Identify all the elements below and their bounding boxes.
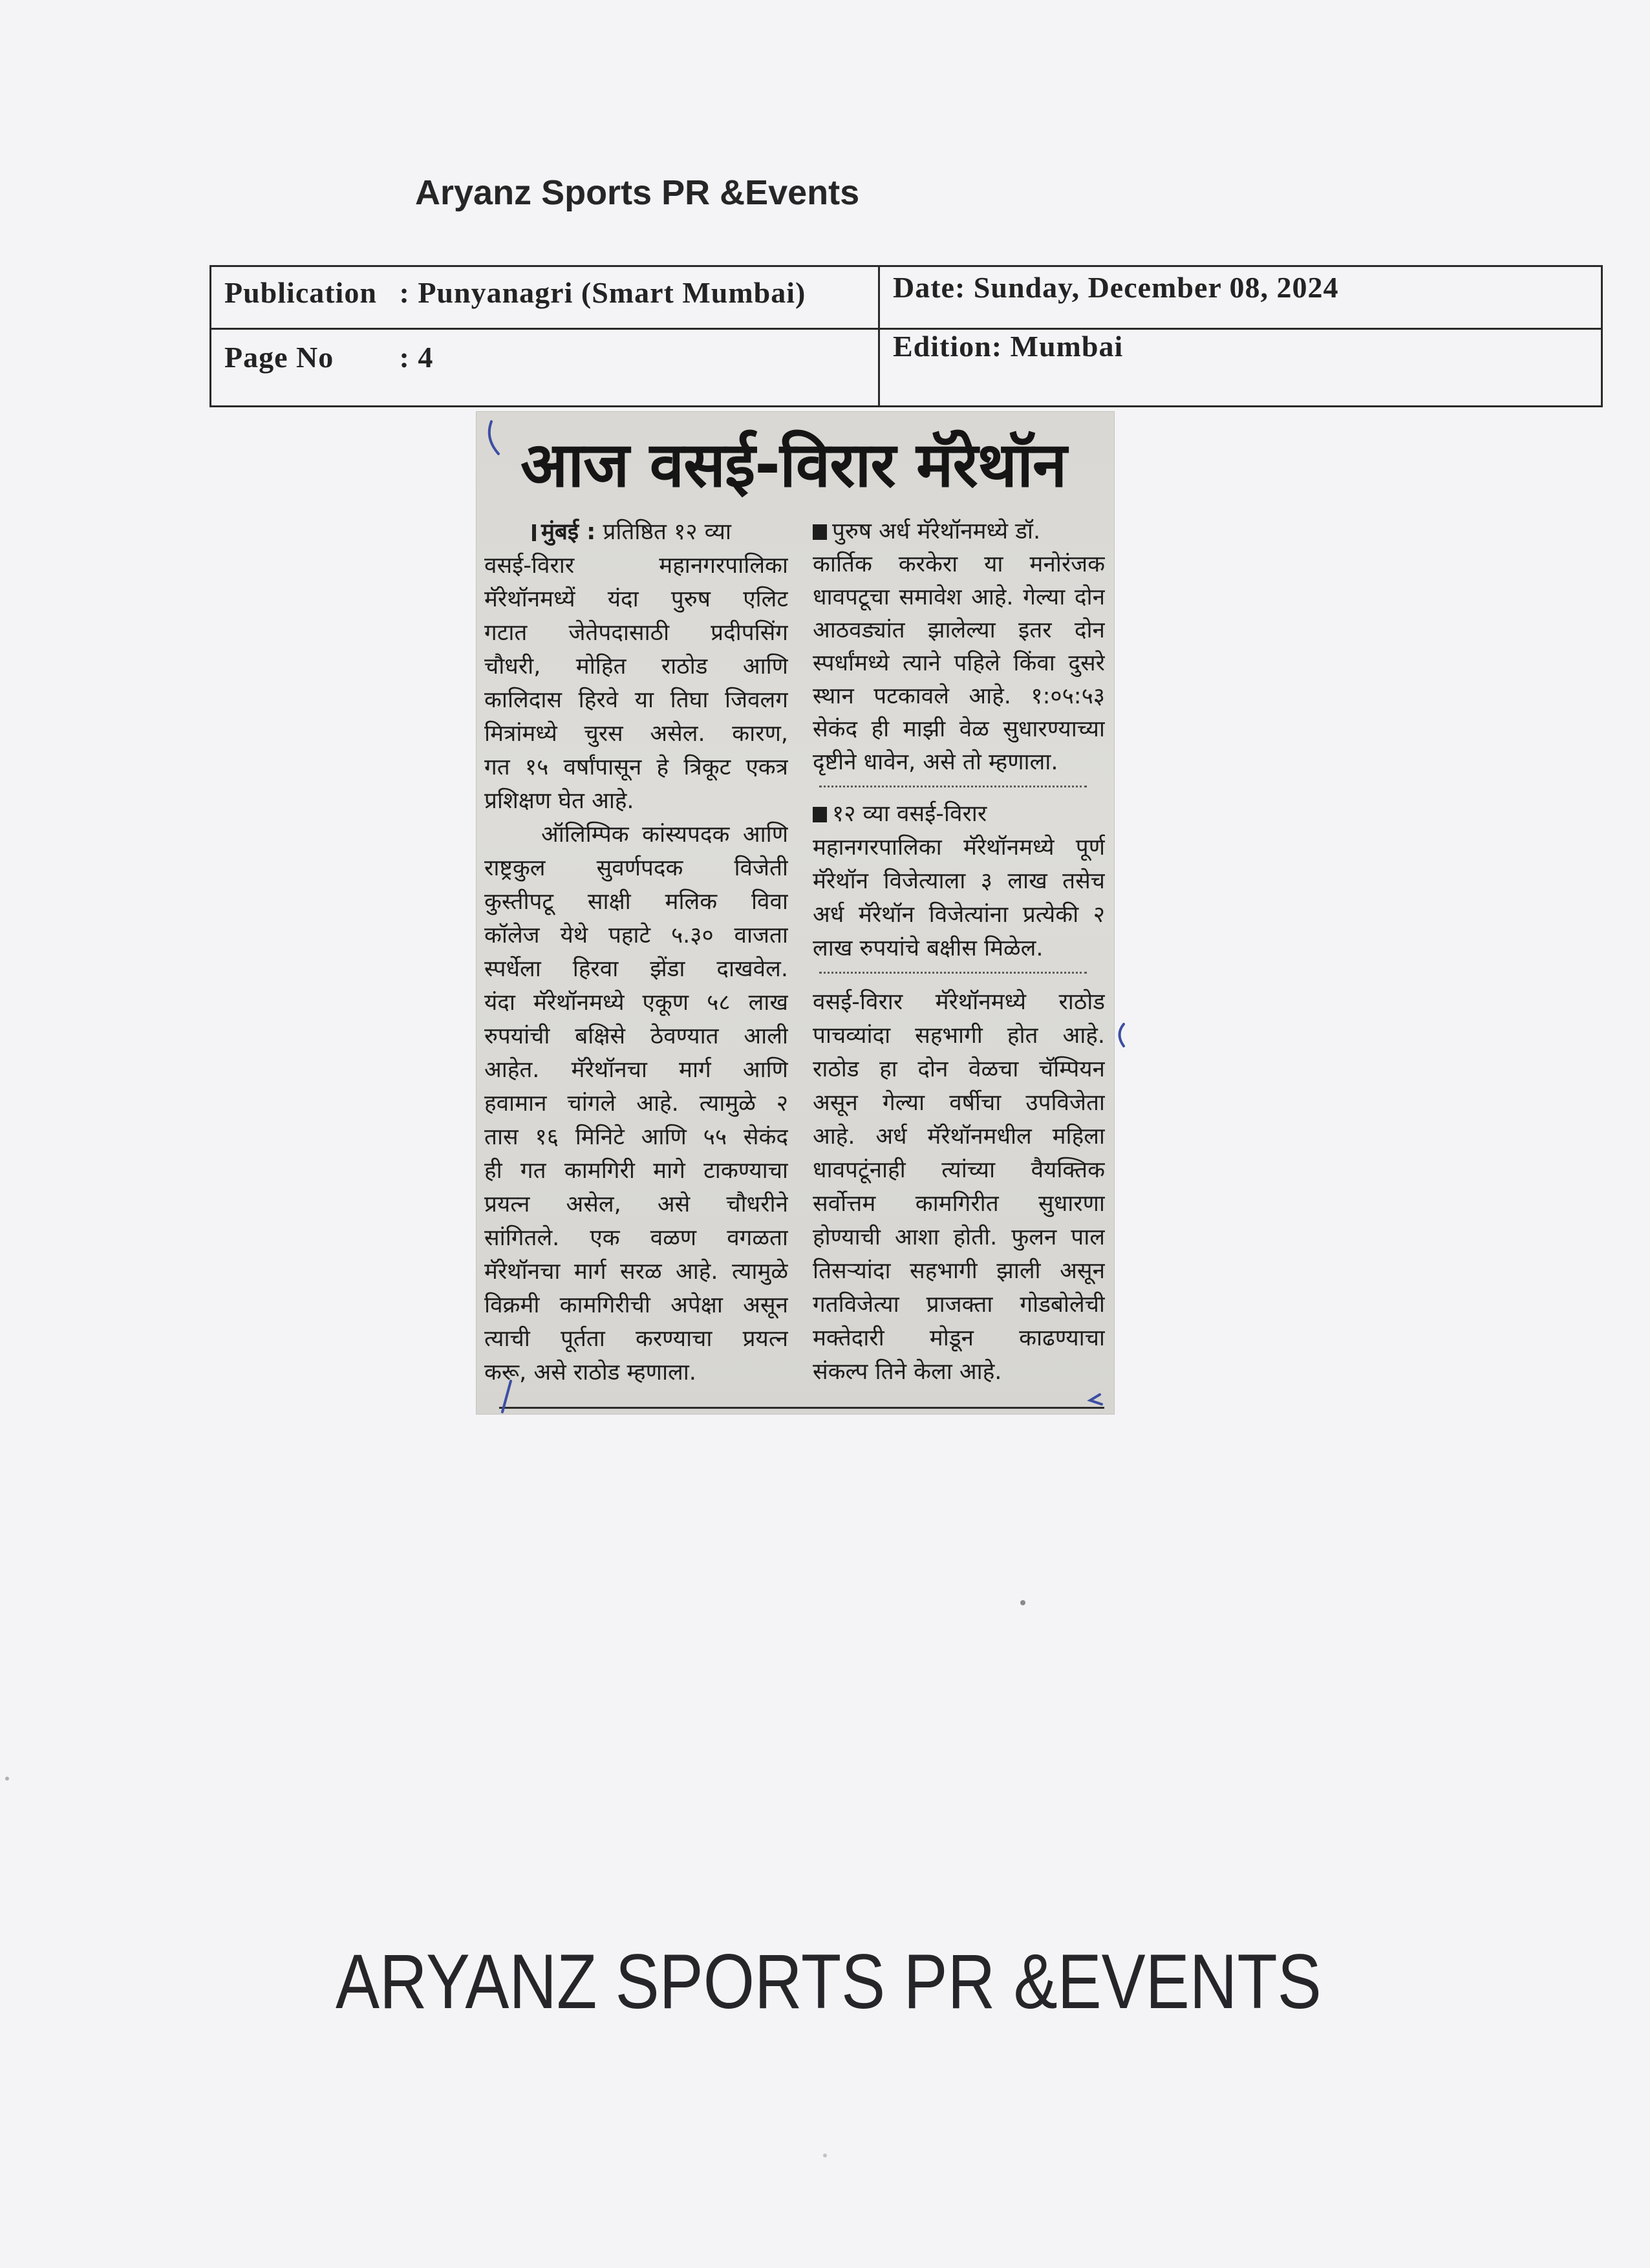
date-cell — [880, 267, 1601, 330]
scan-speck — [5, 1777, 9, 1781]
text-line: विक्रमी कामगिरीची अपेक्षा असून — [484, 1292, 788, 1318]
page-number-label: Page No — [224, 341, 334, 374]
text-line: आठवड्यांत झालेल्या इतर दोन — [813, 617, 1105, 643]
text-line: १२ व्या वसई-विरार — [832, 801, 987, 827]
text-line: मॅरेथॉनमध्यें यंदा पुरुष एलिट — [484, 586, 788, 612]
right-item-1 — [813, 515, 1105, 779]
text-line: पुरुष अर्ध मॅरेथॉनमध्ये डॉ. — [832, 519, 1041, 544]
text-line: सर्वोत्तम कामगिरीत सुधारणा — [813, 1191, 1105, 1217]
text-line: तिसऱ्यांदा सहभागी झाली असून — [813, 1258, 1105, 1284]
date-value: Sunday, December 08, 2024 — [973, 271, 1339, 304]
bullet-square-icon — [813, 807, 827, 822]
text-line: होण्याची आशा होती. फुलन पाल — [813, 1225, 1105, 1250]
publication-colon: : — [399, 276, 410, 309]
text-line: पाचव्यांदा सहभागी होत आहे. — [813, 1023, 1105, 1049]
item-1-first-line — [813, 515, 1105, 548]
text-line: कार्तिक करकेरा या मनोरंजक — [813, 551, 1105, 577]
text-line: सांगितले. एक वळण वगळता — [484, 1225, 788, 1251]
item-2-first-line — [813, 797, 1105, 831]
edition-label: Edition: — [893, 330, 1003, 363]
agency-footer: ARYANZ SPORTS PR &EVENTS — [336, 1938, 1322, 2025]
edition-value: Mumbai — [1010, 330, 1124, 363]
text-line: मित्रांमध्ये चुरस असेल. कारण, — [484, 721, 788, 747]
text-line: राठोड हा दोन वेळचा चॅम्पियन — [813, 1056, 1105, 1082]
text-line: गतविजेत्या प्राजक्ता गोडबोलेची — [813, 1292, 1105, 1318]
pen-mark-right-edge — [1120, 1024, 1124, 1046]
article-right-column — [813, 411, 1105, 1415]
text-line: ही गत कामगिरी मागे टाकण्याचा — [484, 1158, 788, 1184]
page-number-cell — [211, 330, 880, 405]
publication-value: Punyanagri (Smart Mumbai) — [418, 276, 806, 309]
article-bottom-rule — [499, 1407, 1104, 1409]
publication-label: Publication — [224, 276, 377, 309]
publication-cell — [211, 267, 880, 330]
left-paragraph-1 — [484, 515, 788, 818]
text-line: संकल्प तिने केला आहे. — [813, 1359, 1002, 1385]
text-line: यंदा मॅरेथॉनमध्ये एकूण ५८ लाख — [484, 990, 788, 1016]
right-item-2 — [813, 797, 1105, 965]
dateline-row — [484, 515, 788, 549]
text-line: करू, असे राठोड म्हणाला. — [484, 1360, 696, 1385]
text-line: असून गेल्या वर्षीचा उपविजेता — [813, 1090, 1105, 1116]
page-number-colon: : — [399, 341, 410, 374]
text-line: ऑलिम्पिक कांस्यपदक आणि — [541, 822, 788, 848]
publication-info-table — [209, 265, 1603, 407]
edition-cell — [880, 330, 1601, 405]
newspaper-clipping — [476, 411, 1115, 1415]
text-line: कॉलेज येथे पहाटे ५.३० वाजता — [484, 923, 788, 948]
text-line: सेकंद ही माझी वेळ सुधारण्याच्या — [813, 716, 1105, 742]
text-line: धावपटूचा समावेश आहे. गेल्या दोन — [813, 584, 1105, 610]
text-line: दृष्टीने धावेन, असे तो म्हणाला. — [813, 749, 1058, 775]
text-line: मॅरेथॉन विजेत्याला ३ लाख तसेच — [813, 868, 1105, 894]
dateline-marker — [532, 524, 536, 541]
text-line: वसई-विरार महानगरपालिका — [484, 553, 788, 579]
dateline: मुंबई : — [541, 519, 596, 545]
text-line: वसई-विरार मॅरेथॉनमध्ये राठोड — [813, 989, 1105, 1015]
text-line: कुस्तीपटू साक्षी मलिक विवा — [484, 889, 788, 915]
article-left-column — [484, 515, 788, 1389]
text-line: अर्ध मॅरेथॉन विजेत्यांना प्रत्येकी २ — [813, 902, 1105, 928]
text-line: हवामान चांगले आहे. त्यामुळे २ — [484, 1091, 788, 1117]
text-line: महानगरपालिका मॅरेथॉनमध्ये पूर्ण — [813, 835, 1105, 861]
agency-title: Aryanz Sports PR &Events — [415, 173, 860, 212]
bullet-square-icon — [813, 524, 827, 540]
scan-speck — [823, 2154, 827, 2157]
text-line: कालिदास हिरवे या तिघा जिवलग — [484, 687, 788, 713]
text-line: स्थान पटकावले आहे. १:०५:५३ — [813, 683, 1105, 709]
text-line: प्रयत्न असेल, असे चौधरीने — [484, 1192, 788, 1217]
text-line: मॅरेथॉनचा मार्ग सरळ आहे. त्यामुळे — [484, 1259, 788, 1285]
text-line: प्रशिक्षण घेत आहे. — [484, 788, 634, 814]
text-line: आहेत. मॅरेथॉनचा मार्ग आणि — [484, 1057, 788, 1083]
text-line: चौधरी, मोहित राठोड आणि — [484, 654, 788, 679]
text-line: धावपटूंनाही त्यांच्या वैयक्तिक — [813, 1157, 1105, 1183]
text-line: गत १५ वर्षांपासून हे त्रिकूट एकत्र — [484, 754, 788, 780]
dotted-separator — [819, 786, 1087, 787]
right-paragraph-3 — [813, 985, 1105, 1389]
text-line: लाख रुपयांचे बक्षीस मिळेल. — [813, 936, 1044, 961]
text-line: आहे. अर्ध मॅरेथॉनमधील महिला — [813, 1124, 1105, 1150]
text-line: तास १६ मिनिटे आणि ५५ सेकंद — [484, 1124, 788, 1150]
text-line: मक्तेदारी मोडून काढण्याचा — [813, 1325, 1105, 1351]
text-line: गटात जेतेपदासाठी प्रदीपसिंग — [484, 620, 788, 646]
article-headline: आज वसई-विरार मॅरेथॉन — [520, 429, 1067, 500]
text-line: राष्ट्रकुल सुवर्णपदक विजेती — [484, 855, 788, 881]
date-label: Date: — [893, 271, 966, 304]
text-line: स्पर्धांमध्ये त्याने पहिले किंवा दुसरे — [813, 650, 1105, 676]
page-number-value: 4 — [418, 341, 434, 374]
text-line: रुपयांची बक्षिसे ठेवण्यात आली — [484, 1023, 788, 1049]
text-line: स्पर्धेला हिरवा झेंडा दाखवेल. — [484, 956, 788, 982]
scan-speck — [1020, 1600, 1025, 1605]
text-line: त्याची पूर्तता करण्याचा प्रयत्न — [484, 1326, 788, 1352]
left-paragraph-2 — [484, 818, 788, 1389]
text-line: प्रतिष्ठित १२ व्या — [603, 519, 731, 545]
dotted-separator — [819, 972, 1087, 974]
